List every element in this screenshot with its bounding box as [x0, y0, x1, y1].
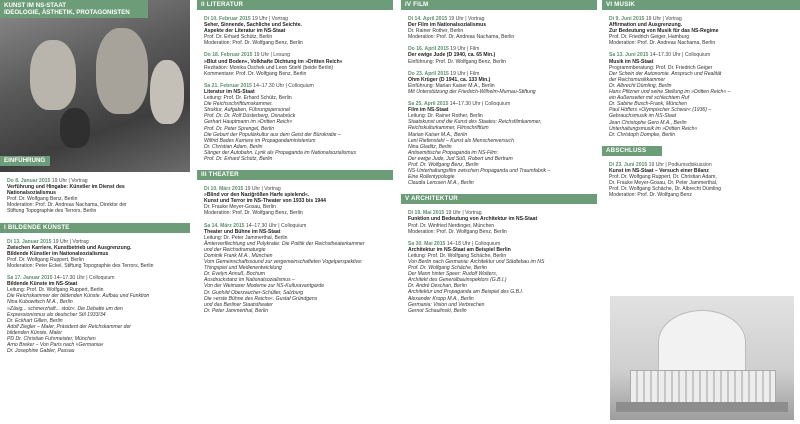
einfuehrung-events: [0, 178, 190, 215]
musik-events: [602, 16, 800, 138]
event-talk-line: Reichskulturkammer, Filmschrifttum: [408, 125, 489, 132]
event-line: Dr. Rainer Rother, Berlin: [408, 28, 464, 35]
plinth-shape: [616, 402, 788, 412]
event-line: Prof. Dr. Erhard Schütz, Berlin: [204, 34, 273, 41]
event-title: Verführung und Hingabe: Künstler im Dienst des: [7, 184, 125, 191]
literatur-events: [197, 16, 393, 162]
event-entry: [7, 275, 187, 354]
event-talk-line: Prof. Dr. Erhard Schütz, Berlin: [204, 155, 273, 162]
sculpture-photo: [0, 0, 190, 172]
event-title: Theater und Bühne im NS-Staat: [204, 228, 281, 235]
colonnade-shape: [630, 370, 776, 406]
event-title: Zur Bedeutung von Musik für das NS-Regime: [609, 28, 719, 35]
event-talk-line: Paul Höffers »Olympischer Schwur« (1936) –: [609, 107, 712, 114]
section-header-architektur: V ARCHITEKTUR: [401, 194, 597, 204]
banner-subtitle: IDEOLOGIE, ÄSTHETIK, PROTAGONISTEN: [4, 9, 130, 17]
event-line: Programmberatung: Prof. Dr. Friedrich Geiger: [609, 64, 713, 71]
event-line: Moderation: Prof. Dr. Andreas Nachama, Berlin: [408, 34, 515, 41]
event-line: Einführung: Prof. Dr. Wolfgang Benz, Berlin: [408, 58, 506, 65]
event-time: 19 Uhr | Film: [450, 46, 480, 53]
sculpture-figure: [30, 40, 76, 110]
event-title: Nationalsozialismus: [7, 190, 56, 197]
event-title: Aspekte der Literatur im NS-Staat: [204, 28, 286, 35]
event-line: Leitung: Prof. Dr. Erhard Schütz, Berlin: [204, 95, 292, 102]
event-line: Moderation: Peter Eckel, Stiftung Topographie des Terrors, Berlin: [7, 262, 154, 269]
event-line: Rezitation: Monika Oschek und Leon Stiehl (beide Berlin): [204, 64, 334, 71]
event-talk-line: Ausdruckstanz im Nationalsozialismus –: [204, 277, 295, 284]
event-line: Dr. Frauke Meyer-Gosau, Berlin: [204, 204, 276, 211]
event-date: Do 23. April 2015: [408, 70, 449, 77]
event-date: Sa 14. März 2015: [204, 222, 245, 229]
event-title: Architektur im NS-Staat am Beispiel Berlin: [408, 246, 511, 253]
event-line: Prof. Dr. Wolfgang Ruppert, Dr. Christian Adam,: [609, 173, 717, 180]
section-header-literatur: II LITERATUR: [197, 0, 393, 10]
event-entry: [609, 52, 797, 137]
event-title: »Blind vor den Naziğrößen Harfe spielend«.: [204, 192, 310, 199]
event-talk-line: PD Dr. Christian Fuhrmeister, München: [7, 335, 96, 342]
event-entry: [408, 46, 594, 64]
event-talk-line: Die »erste Bühne des Reichs«. Gustaf Gründgens: [204, 295, 318, 302]
event-time: 14–17.30 Uhr | Colloquium: [253, 82, 314, 89]
event-title: Musik im NS-Staat: [609, 58, 654, 65]
event-talk-line: Thingspiel und Medienentwicklung: [204, 265, 282, 272]
event-talk-line: Claudia Lenssen M.A., Berlin: [408, 180, 474, 187]
event-date: Di 13. Januar 2015: [7, 238, 52, 245]
event-talk-line: Struktur, Aufgaben, Führungspersonal: [204, 107, 290, 114]
column-1: [0, 0, 190, 424]
event-date: Do 18. Februar 2015: [204, 52, 253, 59]
event-talk-line: Arno Breker – Von Paris nach »Germania«: [7, 342, 104, 349]
event-title: Bildende Künstler im Nationalsozialismus: [7, 250, 109, 257]
event-talk-line: Staatskunst und die Kunst des Staates: Reichsfilmkammer,: [408, 119, 542, 126]
event-title: Kunst und Terror im NS-Theater von 1933 bis 1944: [204, 198, 326, 205]
event-talk-line: Wilfrid Bades Karriere im Propagandaministerium: [204, 137, 316, 144]
event-entry: [408, 16, 594, 40]
event-title: Funktion und Bedeutung von Architektur im NS-Staat: [408, 216, 538, 223]
event-line: Kommentare: Prof. Dr. Wolfgang Benz, Berlin: [204, 70, 307, 77]
banner-title-box: [0, 0, 148, 18]
event-date: Di 14. April 2015: [408, 16, 448, 22]
event-line: Prof. Dr. Wolfgang Benz, Berlin: [7, 196, 78, 203]
section-header-einfuehrung: EINFÜHRUNG: [0, 156, 50, 166]
event-date: Sa 21. Februar 2015: [204, 82, 252, 89]
event-line: Einführung: Marian Kaiser M.A., Berlin: [408, 82, 495, 89]
event-entry: [7, 239, 187, 269]
event-line: Moderation: Prof. Dr. Andreas Nachama, Berlin: [609, 40, 716, 47]
event-time: 19 Uhr | Lesung: [253, 52, 290, 59]
event-line: Dr. Frauke Meyer-Gosau, Dr. Peter Jammerthal,: [609, 180, 718, 187]
event-talk-line: und das Berliner Staatstheater: [204, 301, 273, 308]
bildende-kuenste-events: [0, 239, 190, 355]
event-time: 19 Uhr | Vortrag: [445, 210, 482, 217]
event-talk-line: Gebrauchsmusik im NS-Staat: [609, 113, 677, 120]
section-header-film: IV FILM: [401, 0, 597, 10]
event-title: Der ewige Jude (D 1940, ca. 65 Min.): [408, 52, 496, 59]
event-entry: [609, 162, 797, 199]
event-line: Leitung: Prof. Dr. Wolfgang Schäche, Berlin: [408, 252, 507, 259]
event-talk-line: Die Reichskammer der bildenden Künste. Aufbau und Funktion: [7, 293, 150, 300]
event-talk-line: Die Geburt der Populärkultur aus dem Geist der Bürokratie –: [204, 131, 341, 138]
event-date: Di 19. Mai 2015: [408, 210, 445, 217]
section-header-theater: III THEATER: [197, 170, 393, 180]
event-line: Prof. Dr. Friedrich Geiger, Hamburg: [609, 34, 690, 41]
event-time: 19 Uhr | Vortrag: [252, 16, 289, 22]
event-line: Moderation: Prof. Dr. Wolfgang Benz, Berlin: [204, 210, 303, 217]
event-line: Prof. Dr. Wolfgang Ruppert, Berlin: [7, 256, 84, 263]
event-line: Prof. Dr. Winfried Nerdinger, München: [408, 222, 495, 229]
event-entry: [408, 241, 594, 314]
person-figure: [60, 108, 90, 148]
event-talk-line: Gernot Schaulinski, Berlin: [408, 307, 467, 314]
event-talk-line: Sänger der Autobahn. Lyrik als Propaganda im Nationalsozialismus: [204, 149, 357, 156]
event-title: »Blut und Boden«, Volkhafte Dichtung im »Dritten Reich«: [204, 58, 343, 65]
column-2: [197, 0, 393, 424]
event-talk-line: ein Außenseiter mit schlechtem Ruf: [609, 95, 690, 102]
event-talk-line: Die Reichsschrifttumskammer.: [204, 101, 273, 108]
event-title: Film im NS-Staat: [408, 107, 449, 114]
event-entry: [609, 16, 797, 46]
event-time: 19 Uhr | Vortrag: [645, 16, 682, 22]
event-title: Kunst im NS-Staat – Versuch einer Bilanz: [609, 167, 709, 174]
event-date: Di 10. Februar 2015: [204, 16, 251, 22]
event-talk-line: NS-Unterhaltungsfilm zwischen Propaganda und Traumfabrik –: [408, 168, 551, 175]
event-entry: [204, 52, 390, 76]
event-talk-line: Jean Christophe Gero M.A., Berlin: [609, 119, 687, 126]
banner-title: KUNST IM NS-STAAT: [4, 2, 66, 9]
event-talk-line: Adolf Ziegler – Maler, Präsident der Reichskammer der: [7, 323, 131, 330]
event-talk-line: »Zäsig... schmerzhaft... stolz«. Die Debatte um den: [7, 305, 123, 312]
event-title: Ohm Krüger (D 1941, ca. 133 Min.): [408, 76, 491, 83]
event-time: 19 Uhr | Podiumsdiskussion: [648, 161, 712, 168]
event-talk-line: Architekt des Generalbauinspektors (G.B.I.): [408, 277, 507, 284]
event-talk-line: Dr. Gunhild Oberzaucher-Schüller, Salzburg: [204, 289, 304, 296]
event-talk-line: Alexander Kropp M.A., Berlin: [408, 295, 474, 302]
event-date: Sa 25. April 2015: [408, 101, 449, 108]
event-talk-line: Leni Riefenstahl – Kunst als Menschenversuch: [408, 137, 514, 144]
event-title: Seher, Sinnende, Sachliche und Seichte.: [204, 22, 302, 29]
event-time: 14–18 Uhr | Colloquium: [446, 240, 501, 247]
event-line: Leitung: Dr. Rainer Rother, Berlin: [408, 113, 483, 120]
event-date: Sa 17. Januar 2015: [7, 275, 53, 282]
event-line: Moderation: Prof. Dr. Wolfgang Benz, Berlin: [408, 228, 507, 235]
event-talk-line: Dr. Sabine Busch-Frank, München: [609, 101, 687, 108]
event-talk-line: Dr. André Deschan, Berlin: [408, 283, 467, 290]
event-talk-line: der Reichsmusikkammer: [609, 76, 666, 83]
event-entry: [204, 223, 390, 314]
event-talk-line: Der Mann hinter Speer: Rudolf Wolters,: [408, 271, 498, 278]
event-entry: [204, 186, 390, 216]
event-entry: [204, 83, 390, 162]
event-talk-line: Der ewige Jude, Jud Süß, Robert und Bertram: [408, 155, 513, 162]
event-talk-line: Hans Pfitzner und seine Stellung im »Dritten Reich« –: [609, 89, 731, 96]
event-title: Bildende Künste im NS-Staat: [7, 281, 78, 288]
event-time: 14–17.30 Uhr | Colloquium: [54, 275, 115, 282]
dome-shape: [658, 310, 746, 374]
event-time: 19 Uhr | Film: [450, 70, 480, 77]
event-date: Di 23. Juni 2015: [609, 161, 648, 168]
event-talk-line: Dr. Christoph Dompke, Berlin: [609, 131, 676, 138]
event-line: Stiftung Topographie des Terrors, Berlin: [7, 208, 97, 215]
event-talk-line: Mit Unterstützung der Friedrich-Wilhelm-Murnau-Stiftung: [408, 88, 536, 95]
column-3: [401, 0, 597, 424]
theater-events: [197, 186, 393, 314]
event-talk-line: Nina Kubowitsch M.A., Berlin: [7, 299, 73, 306]
section-header-musik: VI MUSIK: [602, 0, 800, 10]
event-line: Prof. Dr. Wolfgang Schäche, Dr. Albrecht Dümling: [609, 186, 722, 193]
event-entry: [408, 101, 594, 186]
event-talk-line: Dominik Frank M.A., München: [204, 253, 273, 259]
abschluss-events: [602, 162, 800, 199]
event-line: Moderation: Prof. Dr. Wolfgang Benz, Berlin: [204, 40, 303, 47]
event-line: Leitung: Prof. Dr. Wolfgang Ruppert, Berlin: [7, 287, 104, 294]
event-talk-line: Germania: Vision und Verbrechen: [408, 301, 485, 308]
event-title: Literatur im NS-Staat: [204, 88, 255, 95]
event-talk-line: Dr. Eckhart Gillen, Berlin: [7, 317, 63, 324]
event-talk-line: Gerhart Hauptmann im »Dritten Reich«: [204, 119, 293, 126]
event-talk-line: Ämterverflechtung und Polykratie: Die Politik der Reichstheaterkammer: [204, 240, 365, 247]
event-entry: [408, 71, 594, 95]
event-talk-line: Dr. Josephine Gabler, Passau: [7, 348, 75, 355]
film-events: [401, 16, 597, 186]
event-talk-line: Dr. Peter Jammerthal, Berlin: [204, 307, 269, 314]
event-entry: [7, 178, 187, 215]
event-date: Do 16. April 2015: [408, 46, 449, 53]
event-title: Zwischen Karriere, Kunstbetrieb und Ausgrenzung.: [7, 244, 132, 251]
event-talk-line: Der Schein der Autonomie. Anspruch und Realität: [609, 70, 722, 77]
event-talk-line: bildenden Künste, Maler: [7, 329, 62, 336]
event-talk-line: Dr. Albrecht Dümling, Berlin: [609, 82, 672, 89]
event-entry: [408, 210, 594, 234]
event-line: Moderation: Prof. Dr. Andreas Nachama, Direktor der: [7, 202, 127, 209]
column-4: [602, 0, 800, 424]
event-time: 14–17.30 Uhr | Colloquium: [449, 101, 511, 108]
event-talk-line: Antisemitische Propaganda im NS-Film:: [408, 149, 499, 156]
event-time: 14–17.30 Uhr | Colloquium: [245, 222, 307, 229]
event-talk-line: Architektur und Propaganda am Beispiel des G.B.I.: [408, 289, 524, 296]
event-talk-line: Dr. Evelyn Annuß, Bochum: [204, 271, 266, 278]
event-time: 19 Uhr | Vortrag: [52, 238, 89, 245]
event-talk-line: Marian Kaiser M.A., Berlin: [408, 131, 468, 138]
event-line: Moderation: Prof. Dr. Wolfgang Benz: [609, 192, 692, 199]
event-talk-line: Prof. Dr. Peter Sprengel, Berlin: [204, 125, 275, 132]
event-date: Di 9. Juni 2015: [609, 16, 645, 22]
event-talk-line: und der Reichsdramaturgie: [204, 246, 266, 253]
event-talk-line: Von der Weimarer Moderne zur NS-Kulturavantgarde: [204, 283, 325, 290]
sculpture-figure: [96, 28, 148, 114]
event-talk-line: Nina Gladitz, Berlin: [408, 143, 452, 150]
event-talk-line: Eine Rollentypologie: [408, 174, 455, 181]
event-time: 19 Uhr | Vortrag: [244, 186, 281, 193]
event-time: 19 Uhr | Vortrag: [448, 16, 485, 22]
event-talk-line: Unterhaltungsmusik im »Dritten Reich«: [609, 125, 698, 132]
section-header-bildende-kuenste: I BILDENDE KÜNSTE: [0, 223, 190, 233]
architecture-model-photo: [610, 296, 794, 420]
event-title: Affirmation und Ausgrenzung.: [609, 22, 683, 29]
section-header-abschluss: ABSCHLUSS: [602, 146, 662, 156]
event-talk-line: Dr. Christian Adam, Berlin: [204, 143, 263, 150]
event-line: Leitung: Dr. Peter Jammerthal, Berlin: [204, 234, 288, 241]
event-talk-line: Prof. Dr. Wolfgang Schäche, Berlin: [408, 265, 487, 272]
event-talk-line: Prof. Dr. Dr. Rolf Düsterberg, Osnabrück: [204, 113, 296, 120]
event-date: Sa 30. Mai 2015: [408, 240, 446, 247]
event-talk-line: Expressionismus als deutscher Stil 1933/34: [7, 311, 106, 318]
event-title: Der Film im Nationalsozialismus: [408, 22, 487, 29]
event-time: 19 Uhr | Vortrag: [51, 178, 88, 184]
event-talk-line: Prof. Dr. Wolfgang Benz, Berlin: [408, 161, 479, 168]
architektur-events: [401, 210, 597, 314]
event-date: Di 10. März 2015: [204, 186, 244, 193]
event-entry: [204, 16, 390, 46]
sculpture-figure: [150, 60, 184, 124]
event-date: Sa 13. Juni 2015: [609, 52, 649, 59]
event-date: Do 8. Januar 2015: [7, 178, 51, 184]
event-talk-line: Von Berlin nach Germania: Architektur und Städtebau im NS: [408, 259, 545, 265]
event-time: 14–17.30 Uhr | Colloquium: [649, 52, 711, 59]
event-talk-line: Vom Gemeinschaftssound zur vergemeinschafteten Vogelperspektive:: [204, 259, 363, 266]
